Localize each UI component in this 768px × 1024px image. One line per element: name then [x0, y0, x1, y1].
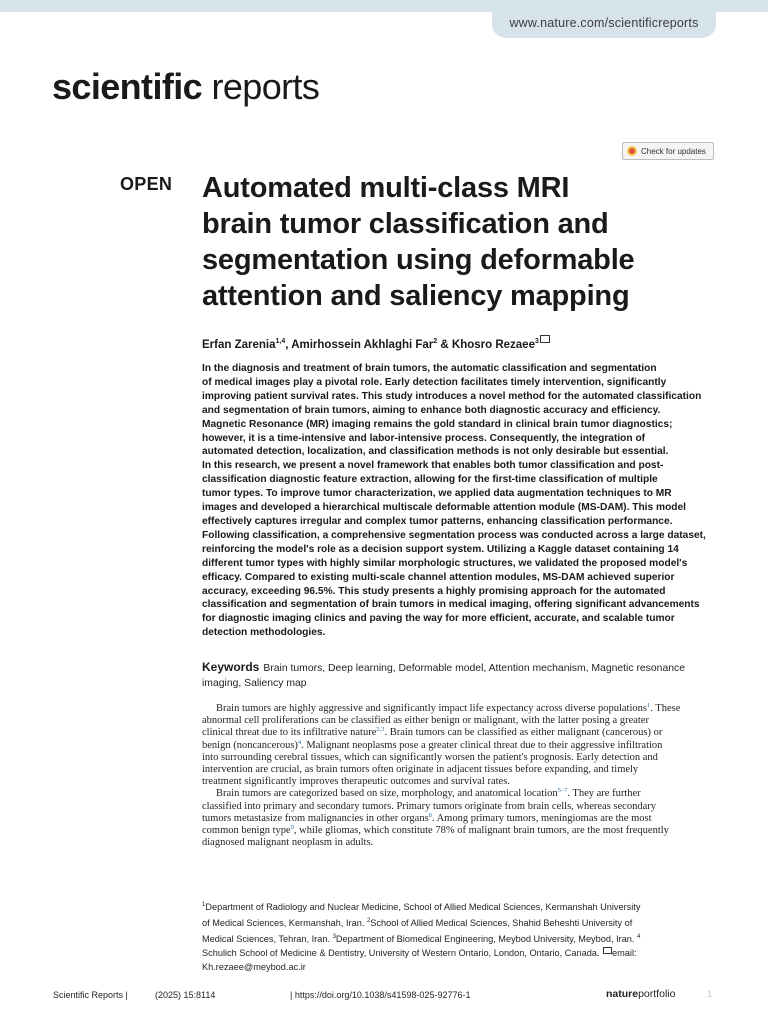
author-name[interactable]: , Amirhossein Akhlaghi Far [285, 339, 434, 351]
abstract [202, 362, 718, 640]
check-updates-label: Check for updates [641, 146, 706, 156]
abstract-line: however, it is a time-intensive and labor-intensive process. Consequently, the integration of [202, 432, 646, 444]
author-affil-sup: 3 [534, 338, 539, 346]
body-line [202, 776, 716, 788]
open-access-label: OPEN [120, 174, 173, 194]
affiliation-text: Department of Radiology and Nuclear Medicine, School of Allied Medical Sciences, Kermanshah University [205, 902, 641, 913]
affiliation-line [202, 946, 716, 960]
keywords-label: Keywords [202, 660, 260, 674]
body-text-run: intervention are crucial, as brain tumors often originate in adjacent tissues before expanding, and timely [202, 764, 639, 776]
journal-brand-logo [52, 67, 319, 107]
footer-journal: Scientific Reports | [53, 990, 128, 1000]
body-text-run: treatment significantly improves therapeutic outcomes and survival rates. [202, 776, 510, 788]
email-label: email: [612, 948, 637, 959]
abstract-line: automated detection, localization, and classification methods is not only desirable but essential. [202, 446, 669, 458]
abstract-line: improving patient survival rates. This study introduces a novel method for the automated classification [202, 390, 702, 402]
page-footer [0, 986, 768, 1006]
publisher-regular: portfolio [638, 988, 676, 1000]
title-line: brain tumor classification and [202, 208, 609, 240]
author-name[interactable]: & Khosro Rezaee [437, 339, 535, 351]
body-text-run: clinical threat due to its infiltrative nature [202, 727, 377, 739]
title-line: segmentation using deformable [202, 244, 635, 276]
body-line [202, 837, 716, 849]
abstract-line: Magnetic Resonance (MR) imaging remains the gold standard in clinical brain tumor diagnostics; [202, 418, 673, 430]
journal-url[interactable]: www.nature.com/scientificreports [509, 16, 699, 30]
abstract-line: efficacy. Compared to existing multi-scale channel attention modules, MS-DAM achieved superior [202, 571, 675, 583]
envelope-icon[interactable] [540, 335, 550, 343]
body-text-run: into surrounding cerebral tissues, which can significantly worsen the patient's prognosis. Early detection and [202, 751, 658, 763]
keywords-text: Brain tumors, Deep learning, Deformable model, Attention mechanism, Magnetic resonance [263, 663, 685, 674]
author-affil-sup: 2 [433, 338, 438, 346]
body-line [202, 825, 716, 837]
abstract-line: classification and segmentation of brain tumors in medical imaging, offering significant advancements [202, 599, 700, 611]
reference-link[interactable]: 8 [428, 811, 432, 819]
affiliation-line [202, 898, 716, 914]
footer-doi-link[interactable]: | https://doi.org/10.1038/s41598-025-92776-1 [290, 990, 471, 1000]
body-text-run: benign (noncancerous) [202, 739, 298, 751]
body-text [202, 703, 716, 849]
abstract-line: of medical images play a pivotal role. Early detection facilitates timely intervention, significantly [202, 376, 667, 388]
keywords [202, 660, 718, 691]
reference-link[interactable]: 5–7 [557, 787, 568, 795]
reference-link[interactable]: 4 [297, 738, 302, 746]
abstract-line: detection methodologies. [202, 627, 326, 639]
footer-citation: (2025) 15:8114 [155, 990, 216, 1000]
abstract-line: accuracy, exceeding 96.5%. This study presents a highly promising approach for the automated [202, 585, 666, 597]
body-text-run: common benign type [202, 825, 291, 837]
nature-portfolio-logo [606, 988, 675, 1000]
brand-bold: scientific [52, 66, 203, 107]
abstract-line: different tumor types with highly similar morphologic structures, we validated the proposed model's [202, 557, 688, 569]
body-text-run: classified into primary and secondary tumors. Primary tumors originate from brain cells, whereas secondary [202, 800, 656, 812]
title-line: attention and saliency mapping [202, 280, 630, 312]
title-line: Automated multi-class MRI [202, 172, 570, 204]
keywords-line [202, 660, 718, 676]
body-text-run: Brain tumors are highly aggressive and significantly impact life expectancy across diverse populations [216, 703, 647, 714]
abstract-line: Following classification, a comprehensive segmentation process was conducted across a large dataset, [202, 529, 706, 541]
keywords-text: imaging, Saliency map [202, 678, 307, 689]
body-text-run: abnormal cell proliferations can be classified as either benign or malignant, with the latter posing a greater [202, 715, 649, 727]
body-line [202, 813, 716, 825]
body-text-run: , while gliomas, which constitute 78% of malignant brain tumors, are the most frequently [293, 825, 669, 837]
affiliation-text: Medical Sciences, Tehran, Iran. [202, 934, 333, 945]
body-line [202, 740, 716, 752]
body-line [202, 727, 716, 739]
body-paragraph [202, 788, 716, 849]
reference-link[interactable]: 1 [646, 702, 651, 709]
abstract-line: reinforcing the model's role as a decision support system. Utilizing a Kaggle dataset containing 14 [202, 543, 679, 555]
affiliation-sup: 4 [637, 934, 641, 941]
body-text-run: . Brain tumors can be classified as either malignant (cancerous) or [384, 727, 663, 739]
brand-regular: reports [202, 66, 320, 107]
affiliation-text: of Medical Sciences, Kermanshah, Iran. [202, 918, 367, 929]
body-text-run: . Malignant neoplasms pose a greater clinical threat due to their aggressive infiltration [301, 739, 663, 751]
abstract-line: tumor types. To improve tumor characterization, we applied data augmentation techniques to MR [202, 488, 672, 500]
body-line [202, 788, 716, 800]
body-text-run: Brain tumors are categorized based on size, morphology, and anatomical location [216, 788, 558, 800]
affiliation-text: Department of Biomedical Engineering, Meybod University, Meybod, Iran. [335, 934, 638, 945]
body-line [202, 801, 716, 813]
affiliations [202, 898, 716, 974]
affiliation-line [202, 960, 716, 974]
body-paragraph [202, 703, 716, 788]
reference-link[interactable]: 9 [290, 824, 294, 832]
body-text-run: diagnosed malignant neoplasm in adults. [202, 837, 374, 849]
body-text-run: . These [650, 703, 681, 714]
body-text-run: . Among primary tumors, meningiomas are the most [431, 812, 652, 824]
page-number: 1 [707, 989, 713, 999]
abstract-line: images and developed a hierarchical multiscale deformable attention module (MS-DAM). This model [202, 502, 687, 514]
check-for-updates-button[interactable] [622, 142, 714, 160]
abstract-line: In the diagnosis and treatment of brain tumors, the automatic classification and segmentation [202, 363, 657, 374]
abstract-line: for diagnostic imaging clinics and paving the way for more efficient, accurate, and scalable tumor [202, 613, 675, 625]
affiliation-sup: 3 [332, 934, 336, 941]
affiliation-text: Schulich School of Medicine & Dentistry, University of Western Ontario, London, Ontario, Canada. [202, 948, 603, 959]
journal-url-tab[interactable] [492, 12, 716, 38]
abstract-line: In this research, we present a novel framework that enables both tumor classification and post- [202, 460, 664, 472]
body-text-run: tumors metastasize from malignancies in other organs [202, 812, 429, 824]
email-link[interactable]: Kh.rezaee@meybod.ac.ir [202, 962, 306, 973]
abstract-line: and segmentation of brain tumors, aiming to enhance both diagnostic accuracy and efficiency. [202, 404, 661, 416]
abstract-line: effectively captures irregular and complex tumor patterns, enhancing classification performance. [202, 515, 673, 527]
crossmark-icon [627, 146, 637, 156]
body-line [202, 703, 716, 715]
affiliation-sup: 2 [366, 918, 371, 925]
article-title [202, 170, 722, 314]
affiliation-text: School of Allied Medical Sciences, Shahid Beheshti University of [370, 918, 633, 929]
reference-link[interactable]: 2,3 [376, 726, 385, 734]
affiliation-line [202, 914, 716, 930]
author-affil-sup: 1,4 [275, 338, 286, 346]
body-line [202, 715, 716, 727]
author-name[interactable]: Erfan Zarenia [202, 339, 276, 351]
affiliation-sup: 1 [202, 902, 206, 908]
body-line [202, 752, 716, 764]
body-text-run: . They are further [567, 788, 641, 800]
abstract-line: classification diagnostic feature extraction, allowing for the first-time classification of multiple [202, 474, 658, 486]
publisher-bold: nature [606, 988, 639, 1000]
author-list [202, 335, 550, 351]
affiliation-line [202, 930, 716, 946]
top-bar [0, 0, 768, 12]
envelope-icon [603, 947, 612, 954]
body-line [202, 764, 716, 776]
